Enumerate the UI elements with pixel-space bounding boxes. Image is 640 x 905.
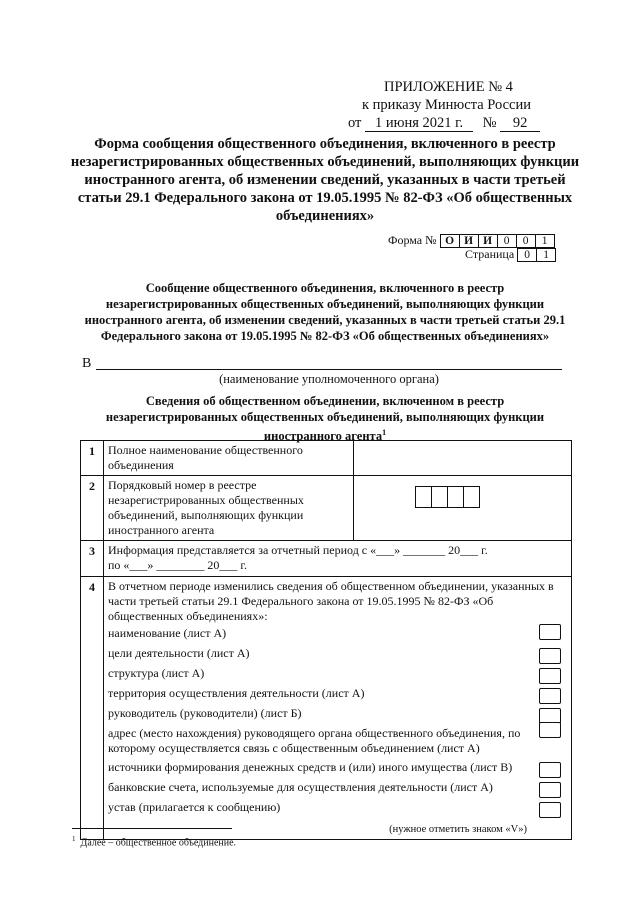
recipient-prefix: В [82,356,92,371]
option-checkbox[interactable] [539,624,561,640]
form-code-cell: И [459,234,479,248]
page-number [465,247,556,262]
option-checkbox[interactable] [539,802,561,818]
option-checkbox[interactable] [539,722,561,738]
digit-box[interactable] [447,486,464,508]
registry-number-field[interactable] [354,476,572,541]
table-row [81,541,572,577]
appendix-header [348,78,600,132]
form-code [388,233,555,248]
footnote-ref: 1 [382,428,387,437]
form-code-cell: 1 [535,234,555,248]
registry-number-boxes[interactable] [416,486,480,508]
option-checkbox[interactable] [539,668,561,684]
table-row [81,476,572,541]
row-number: 4 [81,577,104,840]
full-name-field[interactable] [354,441,572,476]
option-row: устав (прилагается к сообщению) [108,800,567,820]
option-row: адрес (место нахождения) руководящего органа общественного объединения, по которому осуществляется связь с общественным объединением (лист А) [108,726,567,760]
form-title: Форма сообщения общественного объединения, включенного в реестр незарегистрированных общественных объединений, выполняющих функции иностранного агента, об изменении сведений, указанных в части третьей статьи 29.1 Федерального закона от 19.05.1995 № 82-ФЗ «Об общественных объединениях» [70,136,580,224]
digit-box[interactable] [463,486,480,508]
option-row: руководитель (руководители) (лист Б) [108,706,567,726]
row-label: Порядковый номер в реестре незарегистрированных общественных объединений, выполняющих функции иностранного агента [104,476,354,541]
appendix-date-row: от 1 июня 2021 г. № 92 [348,114,600,132]
table-row [81,441,572,476]
footnote: $^1$ Далее – общественное объединение. [72,835,237,849]
options-note: (нужное отметить знаком «V») [389,824,527,835]
form-code-cell: 0 [497,234,517,248]
option-checkbox[interactable] [539,648,561,664]
changed-info-intro: В отчетном периоде изменились сведения об общественном объединении, указанных в части третьей статьи 29.1 Федерального закона от 19.05.1995 № 82-ФЗ «Об общественных объединениях»: [108,579,554,623]
row-number: 1 [81,441,104,476]
row-label: Полное наименование общественного объединения [104,441,354,476]
row-number: 3 [81,541,104,577]
changed-info [104,577,572,840]
reporting-period[interactable]: Информация представляется за отчетный период с «___» _______ 20___ г. по «___» ________ 20___ г. [104,541,572,577]
option-checkbox[interactable] [539,782,561,798]
option-row: структура (лист А) [108,666,567,686]
page-label: Страница [465,247,515,261]
section-title: Сведения об общественном объединении, включенном в реестр незарегистрированных общественных объединений, выполняющих функции иностранного агента$^1$ [105,394,545,444]
form-code-cell: И [478,234,498,248]
option-row: наименование (лист А) [108,626,567,646]
recipient-caption: (наименование уполномоченного органа) [219,372,439,386]
info-table [80,440,572,840]
digit-box[interactable] [431,486,448,508]
digit-box[interactable] [415,486,432,508]
recipient-field[interactable] [96,369,562,370]
option-checkbox[interactable] [539,688,561,704]
option-row: территория осуществления деятельности (лист А) [108,686,567,706]
form-code-cell: О [440,234,460,248]
message-title: Сообщение общественного объединения, включенного в реестр незарегистрированных общественных объединений, выполняющих функции иностранного агента, об изменении сведений, указанных в части третьей статьи 29.1 Федерального закона от 19.05.1995 № 82-ФЗ «Об общественных объединениях» [84,281,566,343]
page-cell: 1 [536,248,556,262]
option-row: банковские счета, используемые для осуществления деятельности (лист А) [108,780,567,800]
footnote-divider [72,828,232,829]
option-row: источники формирования денежных средств и (или) иного имущества (лист В) [108,760,567,780]
table-row [81,577,572,840]
appendix-date: 1 июня 2021 г. [365,116,473,132]
row-number: 2 [81,476,104,541]
form-code-label: Форма № [388,233,437,247]
appendix-order: к приказу Минюста России [362,97,531,113]
option-row: цели деятельности (лист А) [108,646,567,666]
appendix-title: ПРИЛОЖЕНИЕ № 4 [384,79,513,95]
form-code-cell: 0 [516,234,536,248]
appendix-number: 92 [500,116,540,132]
page-cell: 0 [517,248,537,262]
option-checkbox[interactable] [539,762,561,778]
